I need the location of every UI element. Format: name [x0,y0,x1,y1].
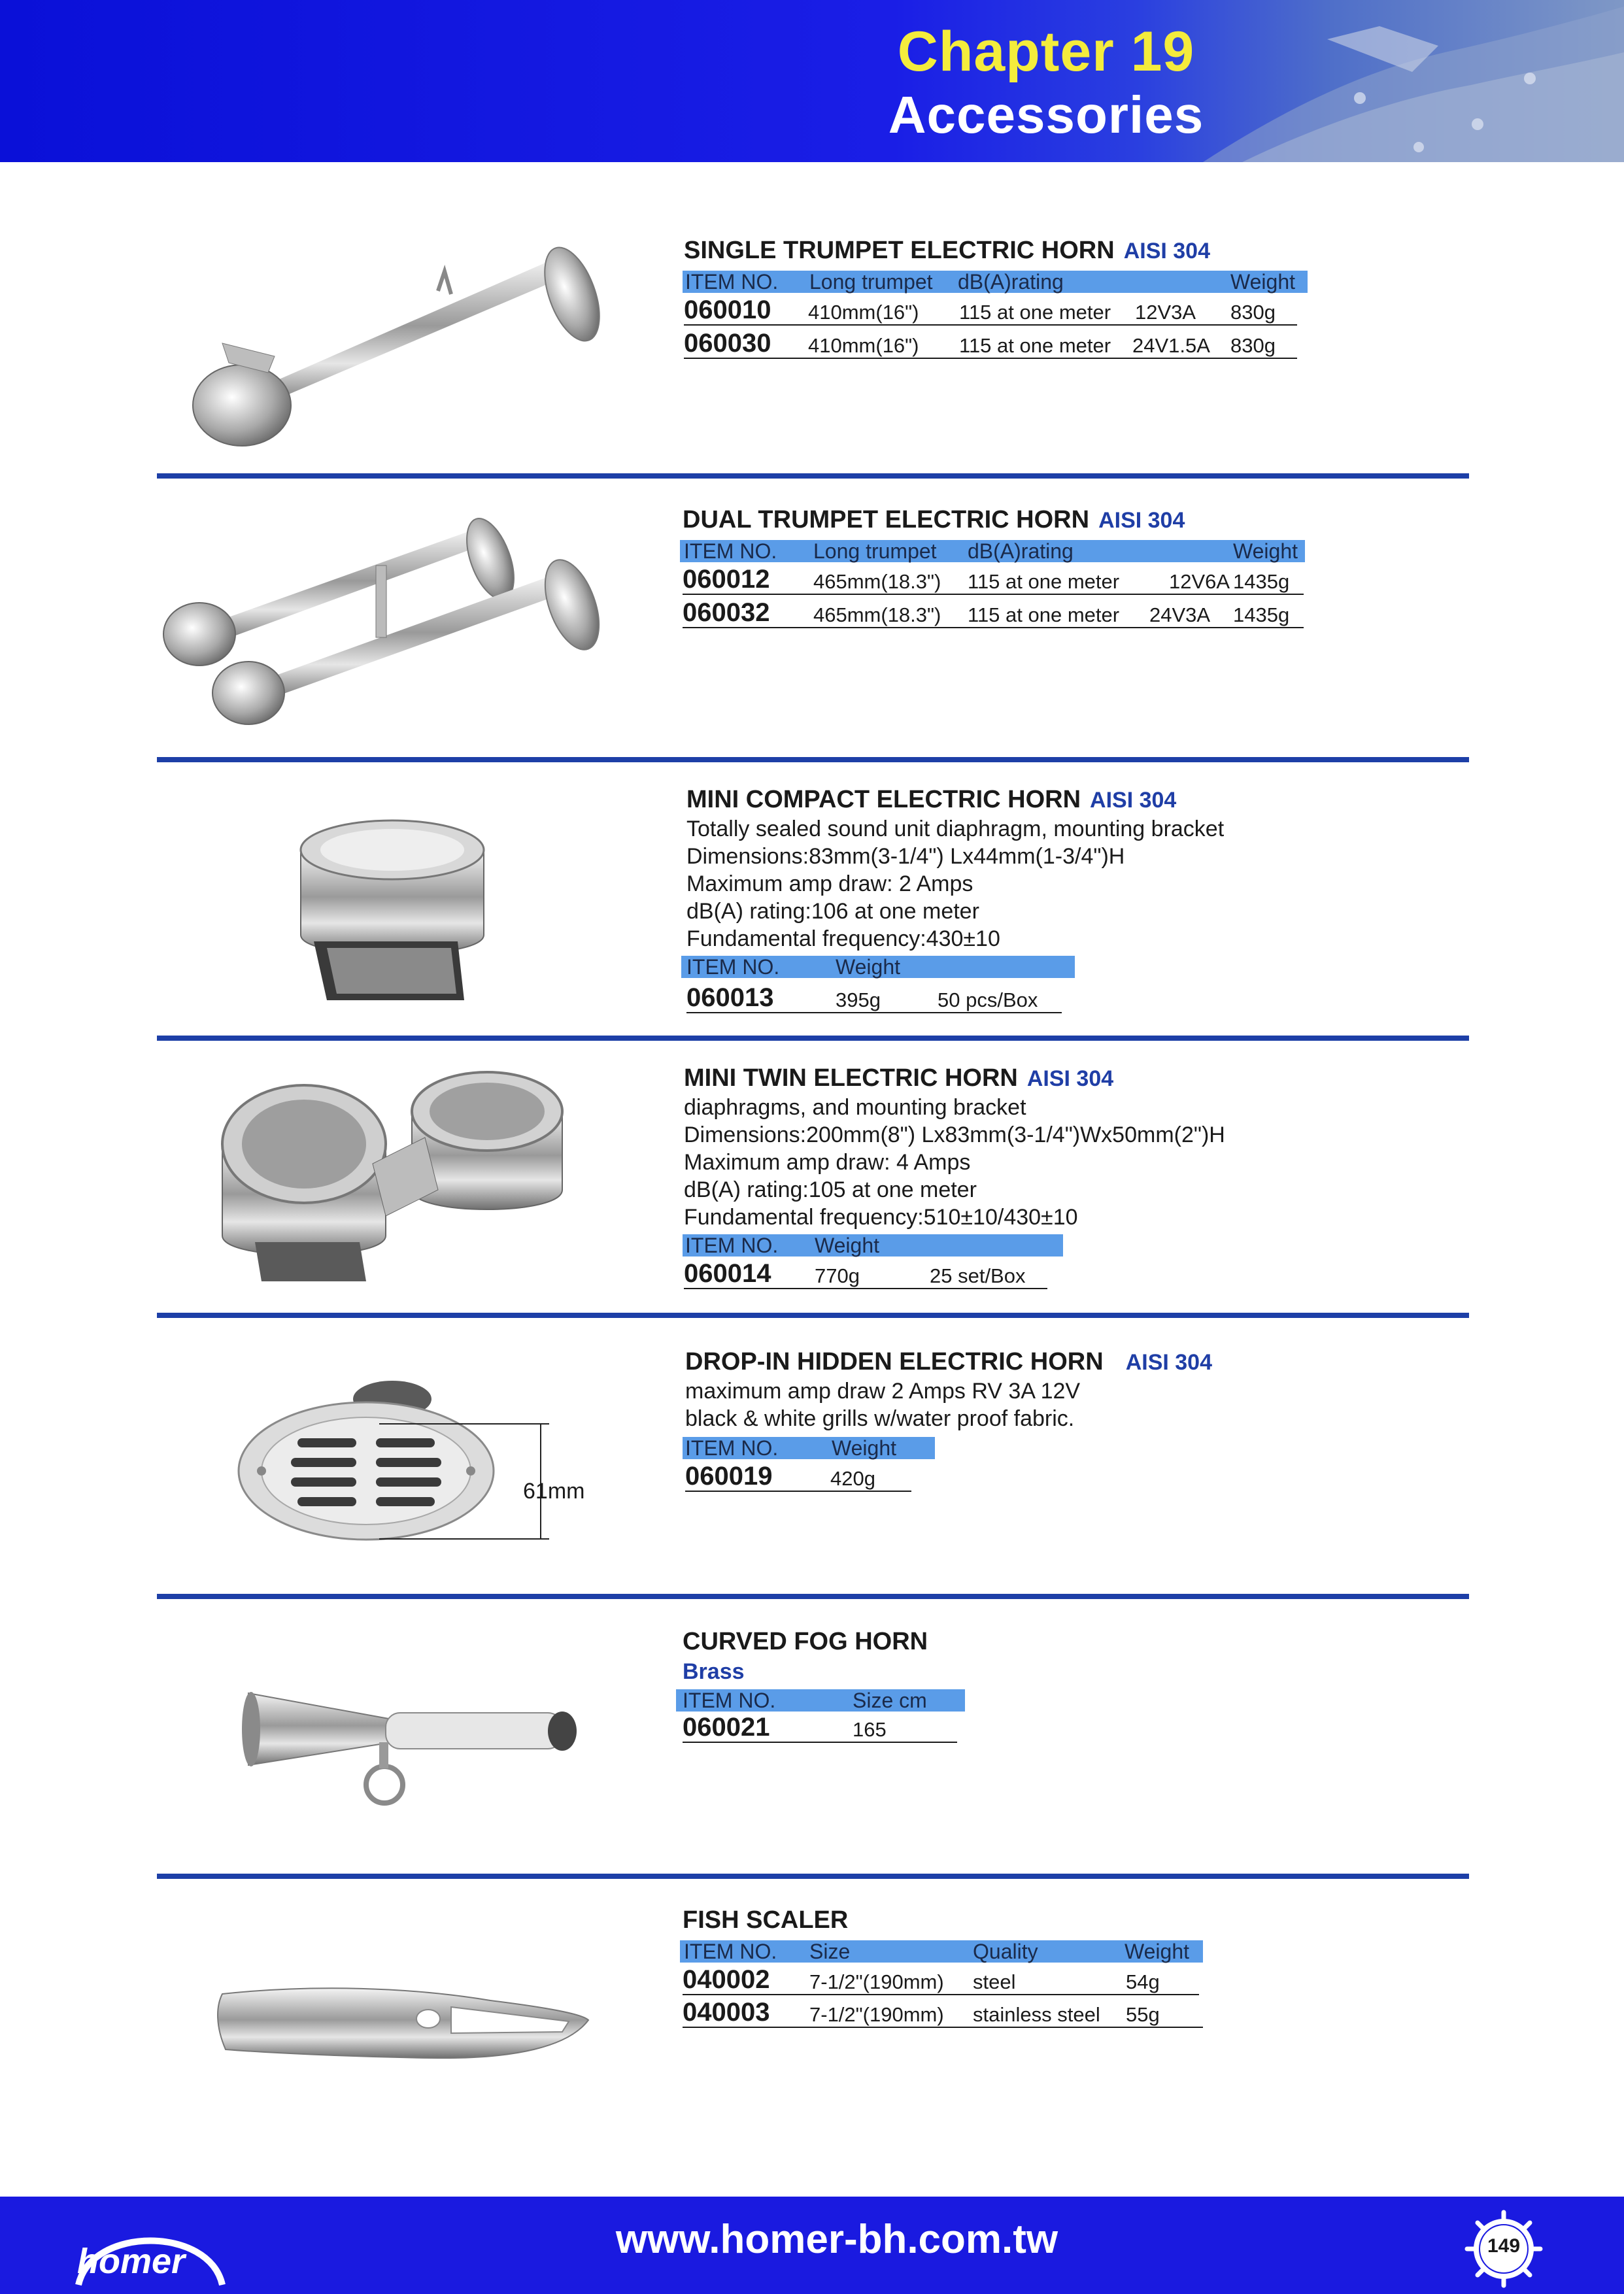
section-divider [157,1594,1469,1599]
dimension-line [379,1538,549,1540]
compact-horn-icon [288,804,497,1007]
section-divider [157,473,1469,479]
table-row: 040002 7-1/2"(190mm) steel 54g [683,1965,1199,1995]
table-header: ITEM NO. Long trumpet dB(A)rating Weight [683,271,1308,293]
section-divider [157,757,1469,762]
table-row: 060014 770g 25 set/Box [684,1259,1047,1289]
table-row: 060030 410mm(16") 115 at one meter 24V1.5A 830g [684,329,1297,359]
hidden-horn-icon [235,1373,510,1543]
product-title: MINI COMPACT ELECTRIC HORN AISI 304 [686,786,1177,813]
product-description: maximum amp draw 2 Amps RV 3A 12V black & white grills w/water proof fabric. [685,1379,1081,1431]
product-title: DUAL TRUMPET ELECTRIC HORN AISI 304 [683,506,1185,533]
twin-horn-icon [216,1066,582,1288]
dimension-line [379,1423,549,1425]
fish-scaler-icon [216,1981,595,2072]
table-header: ITEM NO. Weight [681,956,1075,978]
table-header: ITEM NO. Long trumpet dB(A)rating Weight [680,540,1305,562]
table-row: 060012 465mm(18.3") 115 at one meter 12V6A 1435g [683,565,1304,595]
table-row: 060032 465mm(18.3") 115 at one meter 24V3A 1435g [683,598,1304,628]
section-divider [157,1313,1469,1318]
brand-logo-text: homer [77,2242,186,2281]
product-description: Totally sealed sound unit diaphragm, mounting bracket Dimensions:83mm(3-1/4") Lx44mm(1-3/4")H Maximum amp draw: 2 Amps dB(A) rating:106 at one meter Fundamental frequency:430±10 [686,817,1225,951]
dimension-label: 61mm [523,1479,585,1504]
product-title: MINI TWIN ELECTRIC HORN AISI 304 [684,1064,1114,1092]
product-title: FISH SCALER [683,1906,849,1934]
table-header: ITEM NO. Size Quality Weight [680,1940,1203,1963]
website-url[interactable]: www.homer-bh.com.tw [615,2217,1058,2262]
table-row: 060019 420g [685,1462,911,1492]
product-material: Brass [683,1659,745,1684]
fog-horn-icon [242,1680,582,1811]
table-row: 060010 410mm(16") 115 at one meter 12V3A 830g [684,295,1297,326]
chapter-title: Accessories [888,86,1204,144]
page-header [0,0,1624,162]
table-header: ITEM NO. Weight [683,1437,935,1459]
table-header: ITEM NO. Weight [683,1234,1063,1257]
table-row: 060021 165 [683,1713,957,1743]
section-divider [157,1036,1469,1041]
dual-trumpet-horn-icon [160,503,618,739]
chapter-number: Chapter 19 [897,20,1195,83]
table-header: ITEM NO. Size cm [676,1689,965,1712]
table-row: 040003 7-1/2"(190mm) stainless steel 55g [683,1998,1203,2028]
product-title: DROP-IN HIDDEN ELECTRIC HORN AISI 304 [685,1348,1212,1375]
product-description: diaphragms, and mounting bracket Dimensions:200mm(8") Lx83mm(3-1/4")Wx50mm(2")H Maximum amp draw: 4 Amps dB(A) rating:105 at one meter Fundamental frequency:510±10/430±10 [684,1095,1225,1230]
page-number: 149 [1487,2235,1521,2257]
section-divider [157,1874,1469,1879]
single-trumpet-horn-icon [190,232,608,454]
table-row: 060013 395g 50 pcs/Box [686,983,1062,1013]
product-title: CURVED FOG HORN [683,1628,928,1655]
product-title: SINGLE TRUMPET ELECTRIC HORN AISI 304 [684,237,1210,264]
